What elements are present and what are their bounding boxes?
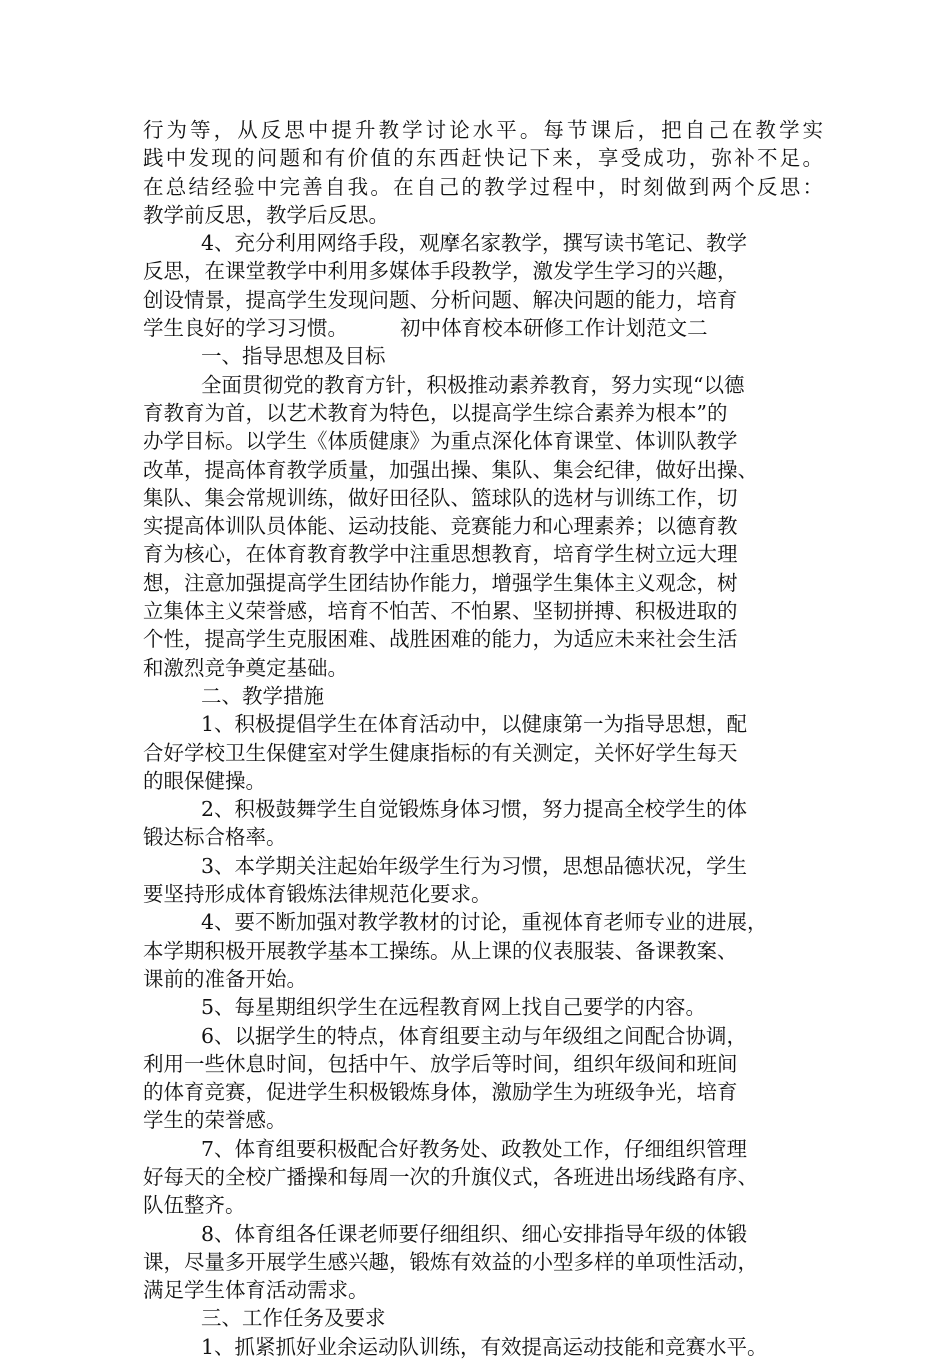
text-line: 集队、集会常规训练，做好田径队、篮球队的选材与训练工作，切 [143, 485, 738, 510]
text-line: 全面贯彻党的教育方针，积极推动素养教育，努力实现“以德 [201, 372, 745, 397]
text-line: 在总结经验中完善自我。在自己的教学过程中，时刻做到两个反思： [143, 174, 823, 199]
text-line: 教学前反思，教学后反思。 [143, 202, 389, 227]
text-line: 办学目标。以学生《体质健康》为重点深化体育课堂、体训队教学 [143, 429, 738, 454]
text-line: 践中发现的问题和有价值的东西赶快记下来，享受成功，弥补不足。 [143, 146, 823, 171]
text-line: 学生的荣誉感。 [143, 1108, 287, 1133]
text-line: 5、每星期组织学生在远程教育网上找自己要学的内容。 [201, 995, 707, 1020]
text-line: 一、指导思想及目标 [201, 344, 386, 369]
text-line: 利用一些休息时间，包括中午、放学后等时间，组织年级间和班间 [143, 1051, 738, 1076]
text-line: 本学期积极开展教学基本工操练。从上课的仪表服装、备课教案、 [143, 938, 738, 963]
text-line: 想，注意加强提高学生团结协作能力，增强学生集体主义观念，树 [143, 570, 738, 595]
text-line: 三、工作任务及要求 [201, 1306, 386, 1331]
text-line: 满足学生体育活动需求。 [143, 1278, 369, 1303]
text-line: 4、要不断加强对教学教材的讨论，重视体育老师专业的进展， [201, 910, 768, 935]
text-line: 要坚持形成体育锻炼法律规范化要求。 [143, 882, 492, 907]
text-line: 队伍整齐。 [143, 1193, 246, 1218]
text-line: 立集体主义荣誉感，培育不怕苦、不怕累、坚韧拼搏、积极进取的 [143, 599, 738, 624]
text-line: 好每天的全校广播操和每周一次的升旗仪式，各班进出场线路有序、 [143, 1164, 758, 1189]
text-line: 个性，提高学生克服困难、战胜困难的能力，为适应未来社会生活 [143, 627, 738, 652]
text-line: 改革，提高体育教学质量，加强出操、集队、集会纪律，做好出操、 [143, 457, 758, 482]
text-line: 2、积极鼓舞学生自觉锻炼身体习惯，努力提高全校学生的体 [201, 797, 748, 822]
text-line: 学生良好的学习习惯。 初中体育校本研修工作计划范文二 [143, 316, 708, 341]
text-line: 反思，在课堂教学中利用多媒体手段教学，激发学生学习的兴趣， [143, 259, 738, 284]
text-line: 课，尽量多开展学生感兴趣，锻炼有效益的小型多样的单项性活动， [143, 1249, 758, 1274]
text-line: 的眼保健操。 [143, 768, 266, 793]
text-line: 4、充分利用网络手段，观摩名家教学，撰写读书笔记、教学 [201, 231, 748, 256]
text-line: 育为核心，在体育教育教学中注重思想教育，培育学生树立远大理 [143, 542, 738, 567]
text-line: 合好学校卫生保健室对学生健康指标的有关测定，关怀好学生每天 [143, 740, 738, 765]
text-line: 3、本学期关注起始年级学生行为习惯，思想品德状况，学生 [201, 853, 748, 878]
text-line: 6、以据学生的特点，体育组要主动与年级组之间配合协调， [201, 1023, 748, 1048]
text-line: 1、抓紧抓好业余运动队训练，有效提高运动技能和竞赛水平。 [201, 1334, 768, 1359]
text-line: 和激烈竞争奠定基础。 [143, 655, 348, 680]
text-line: 7、体育组要积极配合好教务处、政教处工作，仔细组织管理 [201, 1136, 748, 1161]
document-body [143, 116, 823, 1361]
text-line: 的体育竞赛，促进学生积极锻炼身体，激励学生为班级争光，培育 [143, 1080, 738, 1105]
text-line: 实提高体训队员体能、运动技能、竞赛能力和心理素养；以德育教 [143, 514, 738, 539]
text-line: 8、体育组各任课老师要仔细组织、细心安排指导年级的体锻 [201, 1221, 748, 1246]
text-line: 育教育为首，以艺术教育为特色，以提高学生综合素养为根本”的 [143, 400, 728, 425]
text-line: 二、教学措施 [201, 683, 324, 708]
text-line: 课前的准备开始。 [143, 966, 307, 991]
text-line: 行为等，从反思中提升教学讨论水平。每节课后，把自己在教学实 [143, 118, 823, 142]
text-line: 1、积极提倡学生在体育活动中，以健康第一为指导思想，配 [201, 712, 748, 737]
text-line: 创设情景，提高学生发现问题、分析问题、解决问题的能力，培育 [143, 287, 738, 312]
text-line: 锻达标合格率。 [143, 825, 287, 850]
